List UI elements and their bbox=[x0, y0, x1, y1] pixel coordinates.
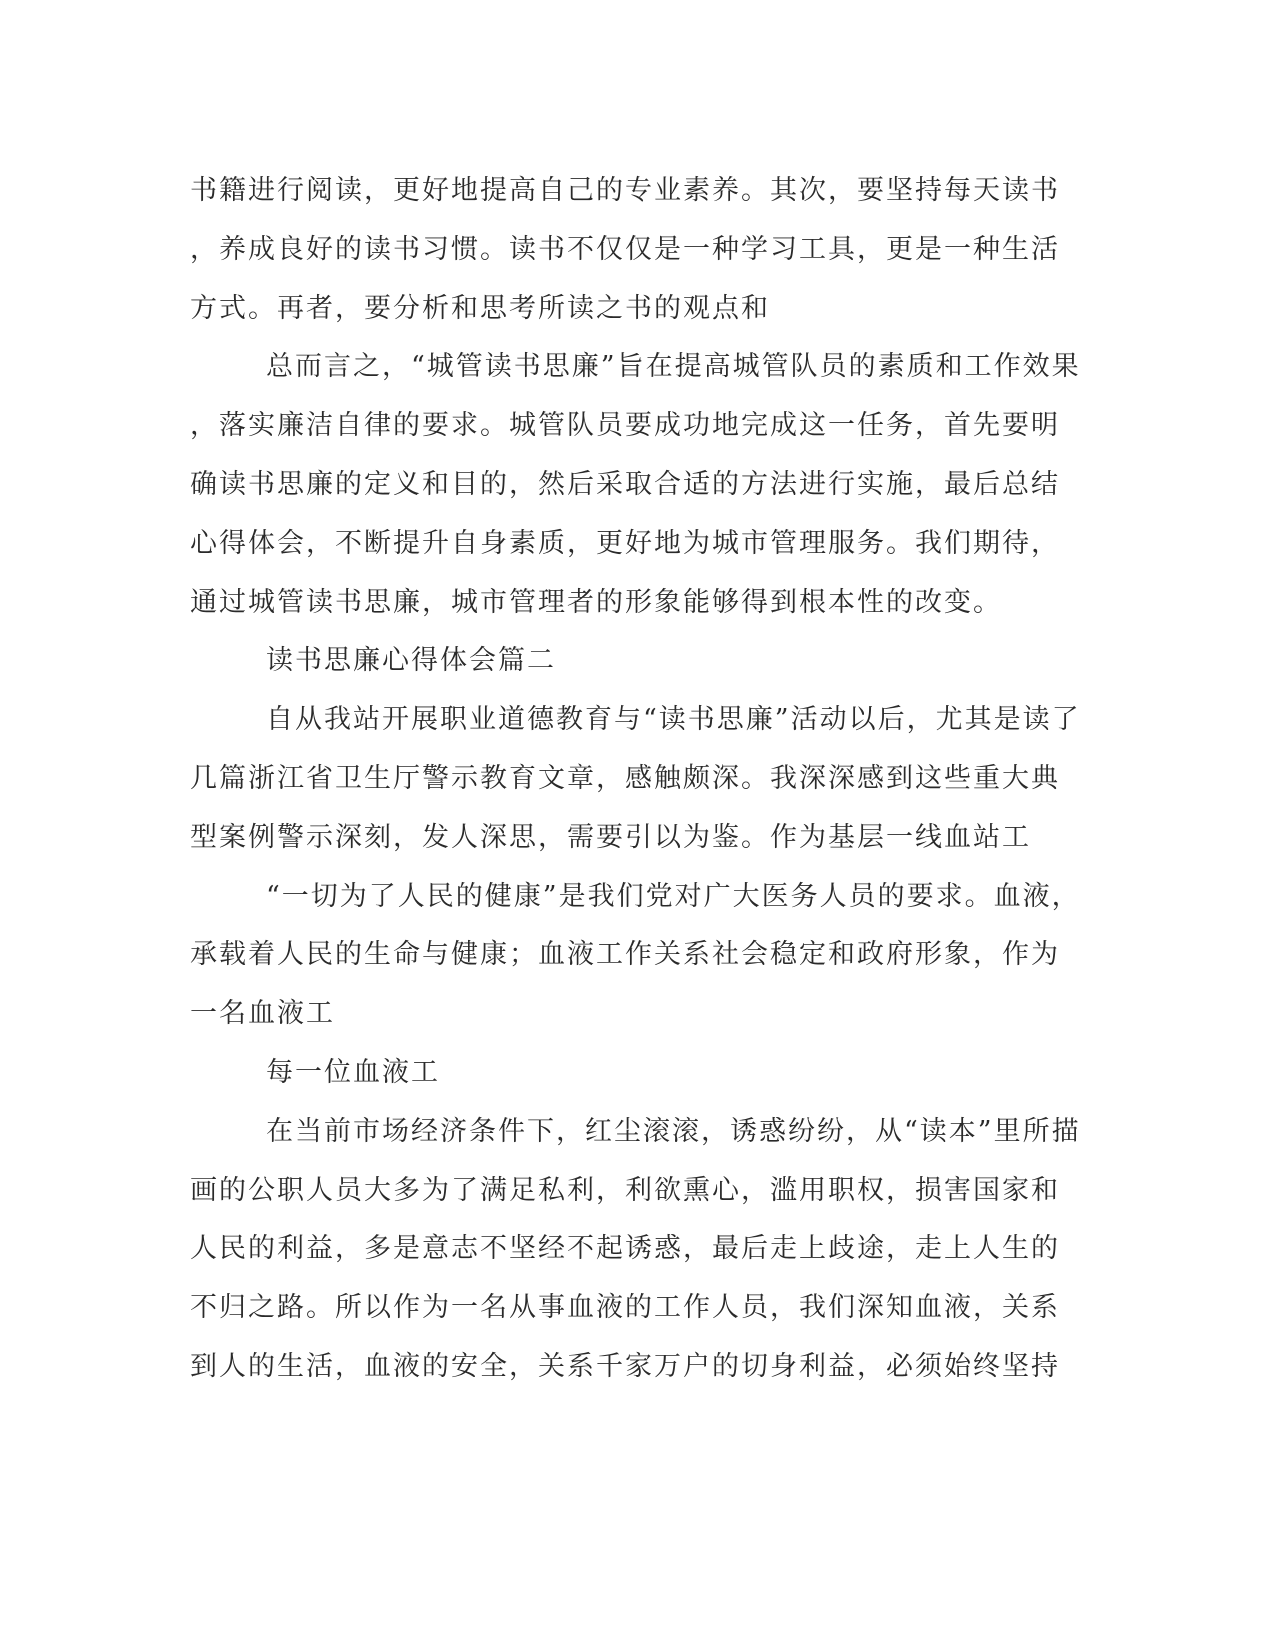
text-line: 通过城管读书思廉，城市管理者的形象能够得到根本性的改变。 bbox=[190, 586, 1002, 618]
text-line: “一切为了人民的健康”是我们党对广大医务人员的要求。血液， bbox=[266, 880, 1081, 912]
paragraph bbox=[190, 868, 1081, 1044]
paragraph bbox=[190, 1044, 1070, 1103]
paragraph bbox=[190, 1103, 1081, 1397]
section-heading bbox=[190, 632, 1070, 691]
text-line: 几篇浙江省卫生厅警示教育文章，感触颇深。我深深感到这些重大典 bbox=[190, 762, 1060, 794]
text-line: 确读书思廉的定义和目的，然后采取合适的方法进行实施，最后总结 bbox=[190, 468, 1060, 500]
paragraph bbox=[190, 691, 1081, 867]
text-line: 心得体会，不断提升自身素质，更好地为城市管理服务。我们期待， bbox=[190, 527, 1060, 559]
text-line: ，落实廉洁自律的要求。城管队员要成功地完成这一任务，首先要明 bbox=[190, 410, 1060, 442]
text-line: 画的公职人员大多为了满足私利，利欲熏心，滥用职权，损害国家和 bbox=[190, 1174, 1060, 1206]
text-line: 书籍进行阅读，更好地提高自己的专业素养。其次，要坚持每天读书 bbox=[190, 175, 1060, 206]
text-line: 每一位血液工 bbox=[266, 1056, 440, 1088]
document-body bbox=[190, 162, 1081, 1397]
text-line: 在当前市场经济条件下，红尘滚滚，诱惑纷纷，从“读本”里所描 bbox=[266, 1115, 1081, 1147]
text-line: ，养成良好的读书习惯。读书不仅仅是一种学习工具，更是一种生活 bbox=[190, 233, 1060, 265]
paragraph bbox=[190, 338, 1081, 632]
text-line: 不归之路。所以作为一名从事血液的工作人员，我们深知血液，关系 bbox=[190, 1292, 1060, 1324]
section-title: 读书思廉心得体会篇二 bbox=[266, 645, 556, 677]
text-line: 自从我站开展职业道德教育与“读书思廉”活动以后，尤其是读了 bbox=[266, 704, 1081, 736]
text-line: 人民的利益，多是意志不坚经不起诱惑，最后走上歧途，走上人生的 bbox=[190, 1233, 1060, 1265]
text-line: 到人的生活，血液的安全，关系千家万户的切身利益，必须始终坚持 bbox=[190, 1350, 1060, 1382]
text-line: 方式。再者，要分析和思考所读之书的观点和 bbox=[190, 292, 770, 324]
text-line: 型案例警示深刻，发人深思，需要引以为鉴。作为基层一线血站工 bbox=[190, 821, 1031, 853]
text-line: 一名血液工 bbox=[190, 998, 335, 1030]
text-line: 承载着人民的生命与健康；血液工作关系社会稳定和政府形象，作为 bbox=[190, 939, 1060, 971]
paragraph bbox=[190, 162, 1070, 338]
text-line: 总而言之，“城管读书思廉”旨在提高城管队员的素质和工作效果 bbox=[266, 351, 1081, 383]
